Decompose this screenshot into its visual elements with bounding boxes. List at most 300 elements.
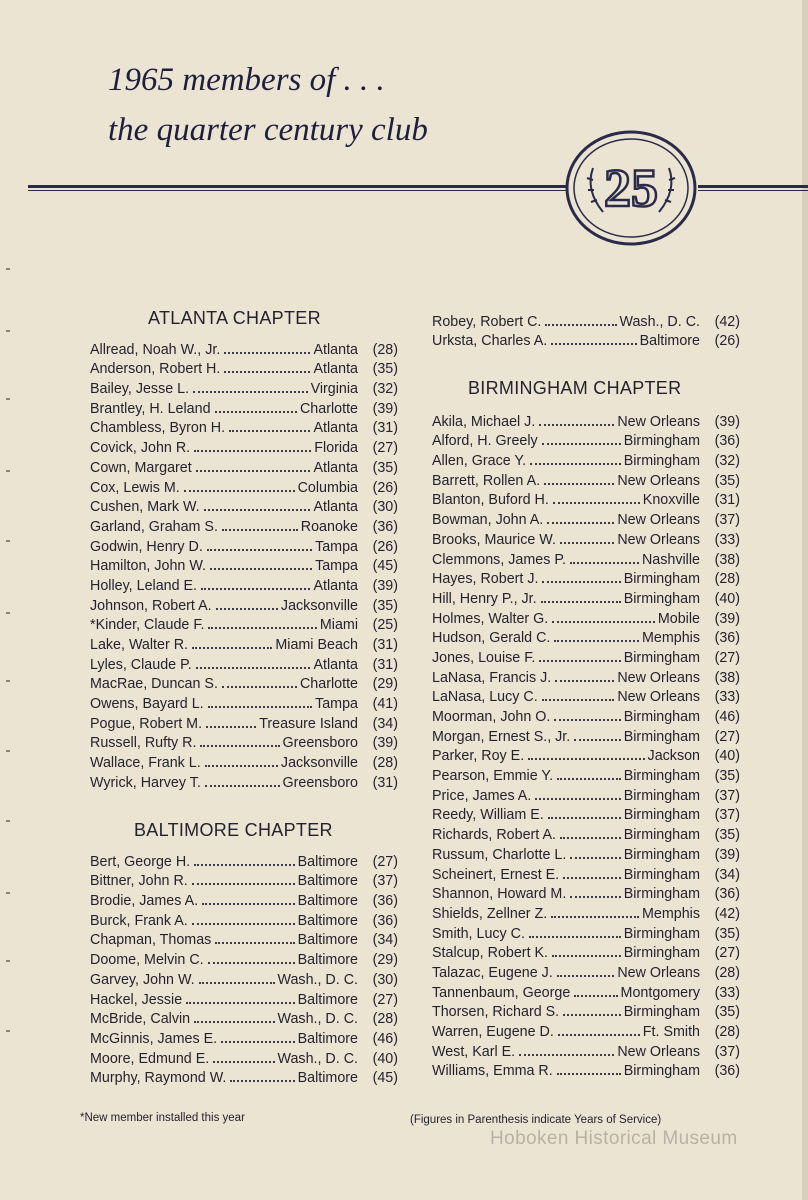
- dot-leader: [555, 680, 614, 682]
- member-entry: [432, 784, 740, 804]
- member-years: (39): [714, 610, 740, 627]
- member-years: (37): [372, 873, 398, 890]
- member-entry: [90, 476, 398, 496]
- member-city: Columbia: [297, 479, 358, 496]
- member-name: Lake, Walter R.: [90, 637, 188, 653]
- member-city: New Orleans: [617, 512, 700, 529]
- dot-leader: [184, 490, 295, 492]
- member-entry: [432, 469, 740, 489]
- member-name: Hamilton, John W.: [90, 558, 207, 575]
- dot-leader: [199, 982, 275, 984]
- member-years: (27): [714, 945, 740, 962]
- member-name: Cushen, Mark W.: [90, 499, 200, 516]
- member-city: Tampa: [315, 696, 358, 713]
- member-city: Birmingham: [623, 925, 700, 942]
- member-name: Lyles, Claude P.: [90, 656, 192, 673]
- member-name: Russell, Rufty R.: [90, 735, 197, 752]
- dot-leader: [547, 522, 614, 524]
- member-years: (28): [714, 571, 740, 588]
- dot-leader: [551, 343, 636, 345]
- member-entry: [90, 870, 398, 890]
- member-city: Memphis: [642, 905, 700, 922]
- member-city: New Orleans: [617, 669, 700, 686]
- dot-leader: [553, 502, 640, 504]
- member-years: (28): [372, 755, 398, 772]
- member-name: Williams, Emma R.: [432, 1063, 553, 1080]
- member-name: Anderson, Robert H.: [90, 361, 221, 378]
- member-city: Birmingham: [623, 787, 700, 804]
- member-years: (30): [372, 971, 398, 988]
- member-name: Scheinert, Ernest E.: [432, 866, 560, 883]
- dot-leader: [560, 542, 614, 544]
- member-entry: [90, 1047, 398, 1067]
- dot-leader: [570, 562, 639, 564]
- baltimore-chapter-heading: BALTIMORE CHAPTER: [134, 820, 333, 840]
- member-name: Cown, Margaret: [90, 459, 192, 476]
- member-years: (27): [714, 649, 740, 666]
- member-years: (35): [372, 459, 398, 476]
- member-city: Birmingham: [623, 827, 700, 844]
- member-years: (31): [372, 637, 398, 653]
- member-city: Baltimore: [297, 1070, 358, 1087]
- member-entry: [90, 889, 398, 909]
- member-entry: [90, 377, 398, 397]
- dot-leader: [519, 1054, 614, 1056]
- member-years: (28): [372, 341, 398, 358]
- member-years: (32): [372, 381, 398, 398]
- dot-leader: [542, 443, 621, 445]
- dot-leader: [206, 726, 256, 728]
- member-entry: [90, 712, 398, 732]
- member-name: McBride, Calvin: [90, 1011, 191, 1028]
- member-city: Birmingham: [623, 1063, 700, 1080]
- member-years: (36): [714, 433, 740, 450]
- years-of-service-footnote: (Figures in Parenthesis indicate Years of Service): [410, 1114, 662, 1126]
- member-city: Virginia: [310, 381, 358, 398]
- member-city: Memphis: [642, 630, 700, 647]
- member-name: Owens, Bayard L.: [90, 696, 204, 713]
- member-name: Wallace, Frank L.: [90, 755, 201, 772]
- member-city: Nashville: [641, 551, 700, 568]
- member-entry: [432, 725, 740, 745]
- member-city: Jackson: [647, 748, 700, 765]
- member-entry: [90, 909, 398, 929]
- header-rule-right-thin: [698, 190, 808, 191]
- member-name: Allread, Noah W., Jr.: [90, 341, 221, 358]
- member-name: Brantley, H. Leland: [90, 400, 211, 417]
- member-city: Wash., D. C.: [277, 1050, 358, 1067]
- dot-leader: [542, 581, 620, 583]
- member-name: *Kinder, Claude F.: [90, 617, 205, 634]
- member-city: Miami: [319, 617, 358, 634]
- member-entry: [90, 456, 398, 476]
- member-city: Charlotte: [299, 676, 358, 693]
- member-years: (36): [714, 1063, 740, 1080]
- member-city: Birmingham: [623, 846, 700, 863]
- member-entry: [432, 666, 740, 686]
- dot-leader: [186, 1002, 294, 1004]
- member-city: New Orleans: [617, 472, 700, 489]
- member-entry: [432, 330, 740, 350]
- member-entry: [432, 1001, 740, 1021]
- member-entry: [432, 745, 740, 765]
- member-entry: [432, 528, 740, 548]
- member-city: Atlanta: [313, 341, 358, 358]
- dot-leader: [208, 962, 295, 964]
- member-years: (42): [714, 905, 740, 922]
- member-city: Birmingham: [623, 728, 700, 745]
- member-years: (35): [372, 361, 398, 378]
- member-years: (31): [372, 656, 398, 673]
- member-years: (37): [714, 807, 740, 824]
- member-name: Hayes, Robert J.: [432, 571, 539, 588]
- member-entry: [90, 692, 398, 712]
- member-city: Birmingham: [623, 807, 700, 824]
- member-years: (26): [372, 479, 398, 496]
- member-name: Hill, Henry P., Jr.: [432, 590, 537, 607]
- member-years: (46): [714, 709, 740, 725]
- member-city: New Orleans: [617, 964, 700, 981]
- member-years: (34): [714, 866, 740, 883]
- member-entry: [90, 397, 398, 417]
- dot-leader: [530, 463, 621, 465]
- member-years: (46): [372, 1030, 398, 1047]
- member-entry: [432, 961, 740, 981]
- member-years: (37): [714, 1043, 740, 1060]
- member-city: Treasure Island: [259, 715, 358, 732]
- member-entry: [90, 1027, 398, 1047]
- member-city: Tampa: [315, 558, 358, 575]
- member-city: Birmingham: [623, 571, 700, 588]
- member-years: (29): [372, 676, 398, 693]
- dot-leader: [560, 837, 621, 839]
- member-city: Birmingham: [623, 945, 700, 962]
- member-city: Miami Beach: [275, 637, 358, 653]
- member-entry: [90, 929, 398, 949]
- member-years: (33): [714, 531, 740, 548]
- member-name: Price, James A.: [432, 787, 532, 804]
- member-name: Allen, Grace Y.: [432, 453, 527, 470]
- member-name: Akila, Michael J.: [432, 413, 536, 430]
- member-city: Birmingham: [623, 709, 700, 725]
- member-name: Godwin, Henry D.: [90, 538, 203, 555]
- member-name: Garvey, John W.: [90, 971, 195, 988]
- member-city: Roanoke: [300, 518, 358, 535]
- member-entry: [432, 1020, 740, 1040]
- dot-leader: [552, 955, 621, 957]
- dot-leader: [202, 903, 295, 905]
- member-years: (36): [372, 912, 398, 929]
- member-entry: [432, 607, 740, 627]
- member-city: Florida: [314, 440, 358, 457]
- member-years: (35): [372, 597, 398, 614]
- member-city: Knoxville: [642, 492, 700, 509]
- header-rule-right: [698, 185, 808, 188]
- member-name: Russum, Charlotte L.: [432, 846, 567, 863]
- member-city: Birmingham: [623, 886, 700, 903]
- dot-leader: [544, 483, 614, 485]
- member-years: (33): [714, 689, 740, 706]
- member-name: Bowman, John A.: [432, 512, 544, 529]
- member-entry: [90, 968, 398, 988]
- member-city: New Orleans: [617, 689, 700, 706]
- member-name: Doome, Melvin C.: [90, 952, 204, 969]
- member-years: (31): [372, 774, 398, 791]
- member-city: Wash., D. C.: [277, 1011, 358, 1028]
- member-years: (45): [372, 1070, 398, 1087]
- member-city: Baltimore: [297, 991, 358, 1008]
- member-entry: [432, 902, 740, 922]
- dot-leader: [196, 667, 311, 669]
- member-name: Holley, Leland E.: [90, 577, 198, 594]
- member-name: Talazac, Eugene J.: [432, 964, 553, 981]
- member-years: (37): [714, 787, 740, 804]
- member-entry: [432, 568, 740, 588]
- member-city: Mobile: [657, 610, 700, 627]
- member-entry: [90, 988, 398, 1008]
- member-name: Reedy, William E.: [432, 807, 544, 824]
- birmingham-chapter-heading: BIRMINGHAM CHAPTER: [468, 378, 682, 398]
- member-city: Baltimore: [297, 932, 358, 949]
- member-name: Tannenbaum, George: [432, 984, 571, 1001]
- member-entry: [90, 653, 398, 673]
- baltimore-member-list-continued: [432, 310, 740, 349]
- member-name: Chambless, Byron H.: [90, 420, 226, 437]
- member-entry: [90, 338, 398, 358]
- member-name: Wyrick, Harvey T.: [90, 774, 201, 791]
- member-city: Birmingham: [623, 1004, 700, 1021]
- member-city: Birmingham: [623, 768, 700, 785]
- member-entry: [90, 515, 398, 535]
- member-name: Cox, Lewis M.: [90, 479, 180, 496]
- member-entry: [432, 489, 740, 509]
- dot-leader: [574, 739, 620, 741]
- member-name: Murphy, Raymond W.: [90, 1070, 227, 1087]
- dot-leader: [535, 798, 620, 800]
- dot-leader: [554, 640, 639, 642]
- member-name: Barrett, Rollen A.: [432, 472, 541, 489]
- member-years: (37): [714, 512, 740, 529]
- member-years: (28): [714, 964, 740, 981]
- dot-leader: [570, 857, 620, 859]
- member-years: (27): [372, 853, 398, 870]
- dot-leader: [207, 549, 312, 551]
- member-entry: [90, 633, 398, 653]
- member-name: Thorsen, Richard S.: [432, 1004, 560, 1021]
- page-title-line2: the quarter century club: [108, 112, 428, 148]
- member-years: (36): [714, 886, 740, 903]
- member-years: (39): [714, 413, 740, 430]
- member-years: (27): [372, 991, 398, 1008]
- member-city: Montgomery: [620, 984, 700, 1001]
- member-entry: [432, 883, 740, 903]
- member-city: Charlotte: [299, 400, 358, 417]
- member-years: (39): [372, 735, 398, 752]
- member-city: New Orleans: [617, 413, 700, 430]
- member-years: (36): [372, 518, 398, 535]
- dot-leader: [528, 758, 644, 760]
- member-entry: [90, 358, 398, 378]
- member-entry: [432, 646, 740, 666]
- dot-leader: [557, 778, 621, 780]
- dot-leader: [192, 923, 295, 925]
- member-years: (32): [714, 453, 740, 470]
- member-city: Baltimore: [297, 912, 358, 929]
- member-years: (34): [372, 932, 398, 949]
- member-years: (39): [714, 846, 740, 863]
- member-entry: [432, 1060, 740, 1080]
- page-edge: [802, 0, 808, 1200]
- dot-leader: [194, 450, 311, 452]
- member-years: (40): [372, 1050, 398, 1067]
- dot-leader: [222, 686, 297, 688]
- member-years: (34): [372, 715, 398, 732]
- member-years: (35): [714, 1004, 740, 1021]
- member-name: Smith, Lucy C.: [432, 925, 525, 942]
- dot-leader: [224, 371, 310, 373]
- member-years: (35): [714, 925, 740, 942]
- member-name: LaNasa, Francis J.: [432, 669, 552, 686]
- dot-leader: [222, 529, 298, 531]
- member-years: (39): [372, 577, 398, 594]
- dot-leader: [563, 877, 621, 879]
- member-city: Baltimore: [297, 873, 358, 890]
- member-entry: [432, 705, 740, 725]
- dot-leader: [539, 424, 614, 426]
- member-name: Parker, Roy E.: [432, 748, 525, 765]
- member-years: (28): [714, 1024, 740, 1040]
- dot-leader: [563, 1014, 621, 1016]
- dot-leader: [557, 1073, 621, 1075]
- atlanta-member-list: [90, 338, 398, 791]
- member-city: Baltimore: [297, 853, 358, 870]
- member-years: (26): [714, 333, 740, 350]
- member-years: (31): [372, 420, 398, 437]
- member-name: Brodie, James A.: [90, 893, 199, 910]
- dot-leader: [541, 601, 621, 603]
- member-name: Chapman, Thomas: [90, 932, 212, 949]
- member-city: Atlanta: [313, 577, 358, 594]
- header-rule-thin: [28, 190, 568, 191]
- member-city: Atlanta: [313, 499, 358, 516]
- dot-leader: [210, 568, 312, 570]
- member-years: (45): [372, 558, 398, 575]
- member-city: Jacksonville: [280, 597, 358, 614]
- member-name: Bert, George H.: [90, 853, 191, 870]
- dot-leader: [205, 785, 280, 787]
- member-entry: [90, 732, 398, 752]
- member-name: McGinnis, James E.: [90, 1030, 218, 1047]
- member-name: LaNasa, Lucy C.: [432, 689, 538, 706]
- member-entry: [90, 673, 398, 693]
- member-years: (36): [372, 893, 398, 910]
- birmingham-member-list: [432, 410, 740, 1079]
- member-name: Shannon, Howard M.: [432, 886, 567, 903]
- member-city: Tampa: [315, 538, 358, 555]
- dot-leader: [224, 352, 310, 354]
- member-years: (33): [714, 984, 740, 1001]
- member-name: Robey, Robert C.: [432, 313, 542, 330]
- member-city: Ft. Smith: [642, 1024, 700, 1040]
- new-member-footnote: *New member installed this year: [80, 1112, 245, 1124]
- member-name: MacRae, Duncan S.: [90, 676, 218, 693]
- member-years: (40): [714, 590, 740, 607]
- member-entry: [432, 863, 740, 883]
- dot-leader: [554, 719, 620, 721]
- member-entry: [432, 764, 740, 784]
- member-years: (36): [714, 630, 740, 647]
- member-entry: [432, 804, 740, 824]
- member-city: New Orleans: [617, 531, 700, 548]
- member-entry: [432, 843, 740, 863]
- member-city: Birmingham: [623, 866, 700, 883]
- member-entry: [432, 310, 740, 330]
- member-entry: [432, 548, 740, 568]
- dot-leader: [194, 1021, 274, 1023]
- member-entry: [90, 594, 398, 614]
- member-name: Richards, Robert A.: [432, 827, 556, 844]
- member-name: Jones, Louise F.: [432, 649, 536, 666]
- member-name: Hackel, Jessie: [90, 991, 183, 1008]
- member-city: Baltimore: [297, 1030, 358, 1047]
- dot-leader: [196, 470, 311, 472]
- member-entry: [90, 1067, 398, 1087]
- member-entry: [90, 436, 398, 456]
- member-entry: [90, 496, 398, 516]
- member-name: Blanton, Buford H.: [432, 492, 549, 509]
- dot-leader: [230, 1080, 294, 1082]
- dot-leader: [215, 942, 294, 944]
- member-years: (39): [372, 400, 398, 417]
- dot-leader: [194, 864, 294, 866]
- member-years: (38): [714, 551, 740, 568]
- member-name: West, Karl E.: [432, 1043, 516, 1060]
- dot-leader: [548, 817, 621, 819]
- member-name: Shields, Zellner Z.: [432, 905, 548, 922]
- member-name: Pogue, Robert M.: [90, 715, 203, 732]
- member-years: (30): [372, 499, 398, 516]
- member-name: Warren, Eugene D.: [432, 1024, 554, 1040]
- member-name: Urksta, Charles A.: [432, 333, 548, 350]
- quarter-century-badge-icon: [563, 128, 699, 248]
- member-city: Greensboro: [282, 735, 358, 752]
- dot-leader: [539, 660, 620, 662]
- member-years: (35): [714, 472, 740, 489]
- dot-leader: [570, 896, 620, 898]
- member-city: Baltimore: [639, 333, 700, 350]
- member-name: Bailey, Jesse L.: [90, 381, 190, 398]
- member-entry: [432, 627, 740, 647]
- member-city: Greensboro: [282, 774, 358, 791]
- member-name: Holmes, Walter G.: [432, 610, 549, 627]
- member-name: Moore, Edmund E.: [90, 1050, 210, 1067]
- member-years: (41): [372, 696, 398, 713]
- dot-leader: [216, 608, 278, 610]
- member-years: (40): [714, 748, 740, 765]
- member-name: Covick, John R.: [90, 440, 191, 457]
- dot-leader: [574, 995, 617, 997]
- member-years: (26): [372, 538, 398, 555]
- dot-leader: [193, 391, 308, 393]
- member-years: (29): [372, 952, 398, 969]
- member-entry: [90, 771, 398, 791]
- member-city: Baltimore: [297, 952, 358, 969]
- dot-leader: [542, 699, 615, 701]
- member-entry: [90, 535, 398, 555]
- page-title-line1: 1965 members of . . .: [108, 62, 385, 98]
- member-entry: [90, 850, 398, 870]
- member-name: Pearson, Emmie Y.: [432, 768, 554, 785]
